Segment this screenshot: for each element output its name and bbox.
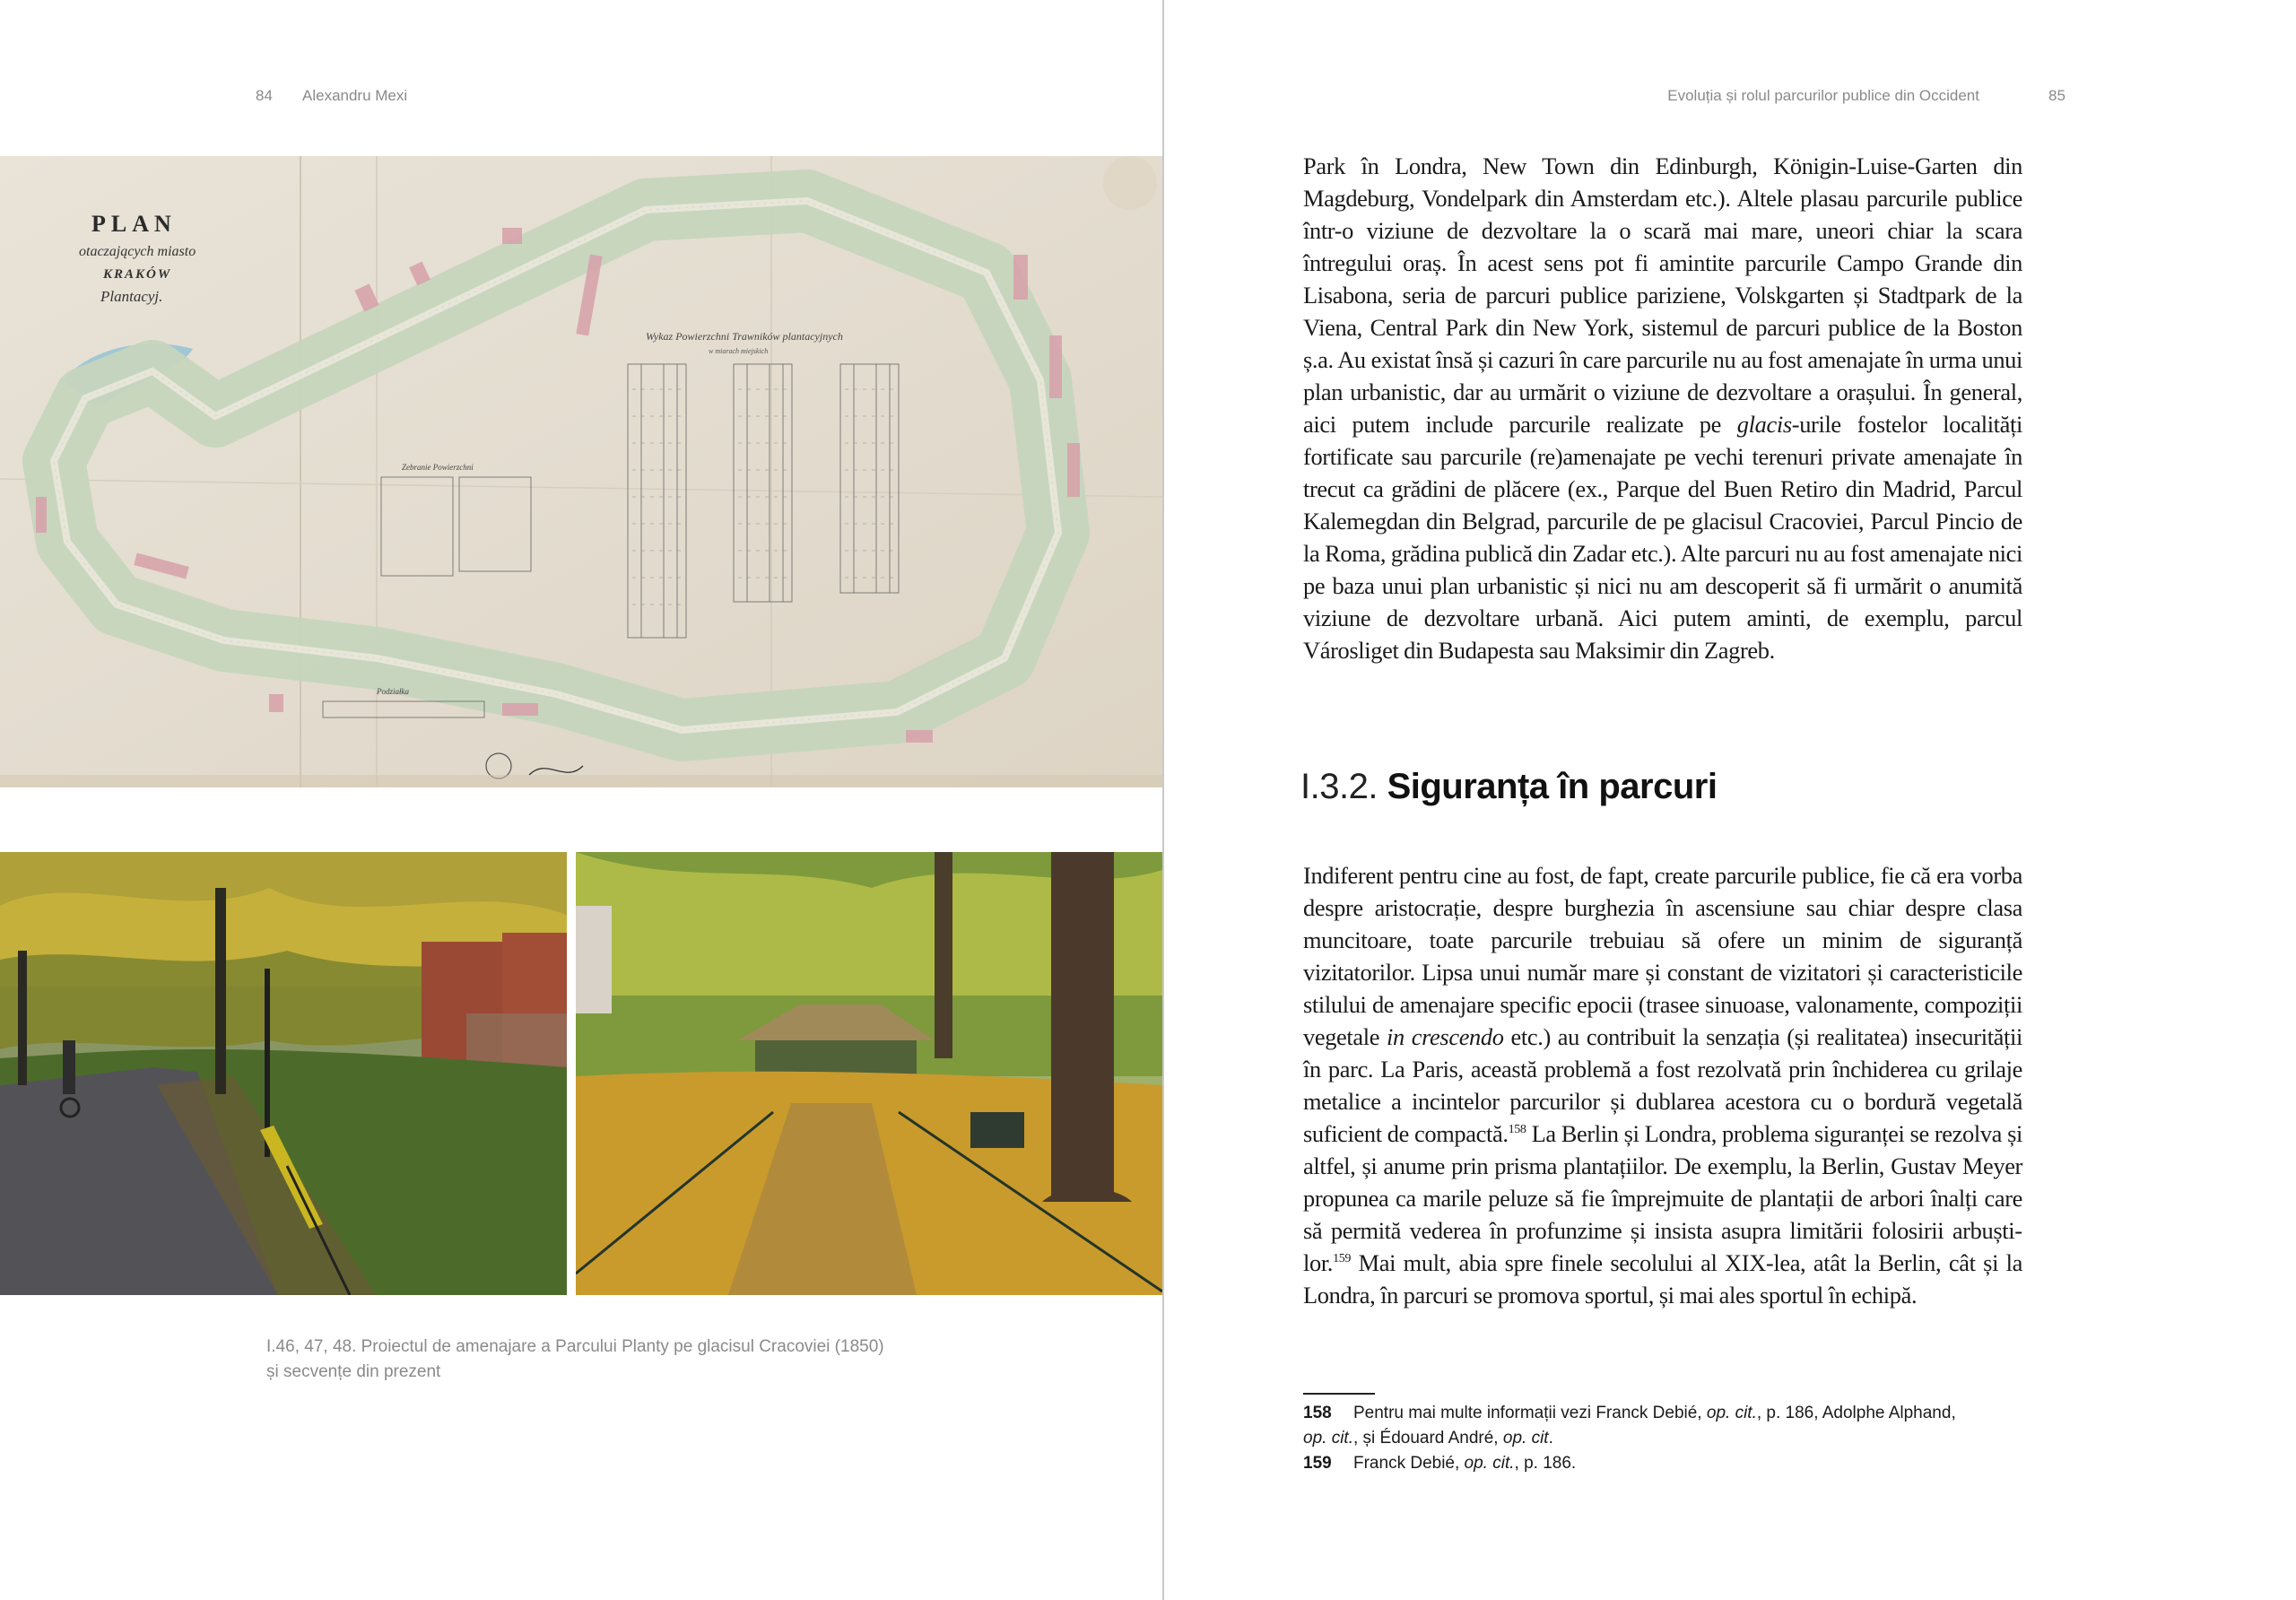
photo-park-alley-image: [0, 852, 567, 1295]
right-page-number: 85: [2048, 87, 2066, 104]
svg-text:Zebranie Powierzchni: Zebranie Powierzchni: [402, 463, 474, 472]
figure-caption: [266, 1335, 984, 1385]
svg-text:Podziałka: Podziałka: [377, 687, 409, 696]
photo-park-bandstand-image: [576, 852, 1162, 1295]
left-running-head: Alexandru Mexi: [302, 87, 408, 104]
map-title: PLAN: [91, 211, 177, 237]
right-running-head: Evoluția și rolul parcurilor publice din Occident: [1667, 87, 1979, 104]
footnote-reference-159[interactable]: 159: [1333, 1252, 1352, 1266]
section-number: I.3.2.: [1300, 767, 1378, 806]
body-paragraph-2: Indiferent pentru cine au fost, de fapt, create parcurile publice, fie că era vorba despre aristocrație, despre burghezia în ascensiune sau chiar despre clasa muncitoare, toate parcurile trebuiau să ofere un minim de siguranță vizitatorilor. Lipsa unui număr mare și constant de vizitatori și caracteristicile stilului de amenajare specific epocii (trasee sinuoase, valonamente, compoziții vegetale in crescendo etc.) au contribuit la senzația (și realitatea) insecurității în parc. La Paris, această problemă a fost rezolvată prin închiderea cu grilaje metalice a incintelor parcurilor și dublarea acestora cu o bordură vegetală suficient de compactă.$^{158}$ La Berlin și Londra, problema siguranței se rezolva și altfel, și anume prin prisma plantațiilor. De exemplu, la Berlin, Gustav Meyer propunea ca marile peluze să fie împrejmuite de plantații de arbori înalți care să permită vederea în profunzime și insista asupra limitării folosirii arbuștilor.$^{159}$ Mai mult, abia spre finele secolului al XIX-lea, atât la Berlin, cât și la Londra, în parcuri se promova sportul, și mai ales sportul în echipă.: [1303, 862, 2022, 1309]
historic-map-image: [0, 156, 1162, 787]
svg-text:Wykaz Powierzchni Trawników pl: Wykaz Powierzchni Trawników plantacyjnych: [646, 330, 843, 343]
figure-photo-planty-alley: [0, 852, 567, 1295]
left-page-number: 84: [256, 87, 273, 104]
footnote-reference-158[interactable]: 158: [1508, 1123, 1526, 1137]
caption-line-2: și secvențe din prezent: [266, 1362, 441, 1381]
section-title: Siguranța în parcuri: [1387, 767, 1718, 806]
footnote-separator: [1303, 1393, 1375, 1395]
svg-text:otaczających miasto: otaczających miasto: [79, 244, 196, 259]
footnote-158: 158 Pentru mai multe informații vezi Franck Debié, op. cit., p. 186, Adolphe Alphand, op. cit., și Édouard André, op. cit.: [1303, 1404, 1956, 1448]
figure-planty-plan-map: [0, 156, 1162, 787]
svg-text:w miarach miejskich: w miarach miejskich: [709, 347, 769, 355]
caption-line-1: I.46, 47, 48. Proiectul de amenajare a Parcului Planty pe glacisul Cracoviei (1850): [266, 1337, 884, 1356]
body-paragraph-1: Park în Londra, New Town din Edinburgh, Königin-Luise-Garten din Magdeburg, Vondelpark din Amsterdam etc.). Altele plasau parcurile publice într-o viziune de dezvoltare la o scară mai mare, uneori chiar la scara întregului oraș. În acest sens pot fi amintite parcurile Campo Grande din Lisabona, seria de parcuri publice pariziene, Volskgarten și Stadtpark de la Viena, Central Park din New York, sistemul de parcuri publice de la Boston ș.a. Au existat însă și cazuri în care parcurile nu au fost amenajate în urma unui plan urbanistic, dar au urmărit o viziune de dezvoltare a orașului. În general, aici putem include parcurile realizate pe glacis-urile fostelor localități fortificate sau parcurile (re)amenajate pe vechi terenuri private amenajate în trecut ca grădini de plăcere (ex., Parque del Buen Retiro din Madrid, Parcul Kalemegdan din Belgrad, parcurile de pe glacisul Cracoviei, Parcul Pincio de la Roma, grădina publică din Zadar etc.). Alte parcuri nu au fost amenajate nici pe baza unui plan urbanistic și nici nu am descoperit să fi urmărit o anumită viziune de dezvoltare urbană. Aici putem aminti, de exemplu, parcul Városliget din Budapesta sau Maksimir din Zagreb.: [1303, 152, 2022, 664]
book-spine-divider: [1162, 0, 1164, 1600]
section-heading: [1300, 767, 1717, 807]
footnote-159: 159 Franck Debié, op. cit., p. 186.: [1303, 1454, 1577, 1473]
svg-text:Plantacyj.: Plantacyj.: [100, 288, 163, 305]
figure-photo-planty-bandstand: [576, 852, 1162, 1295]
svg-text:KRAKÓW: KRAKÓW: [103, 267, 172, 282]
footnotes: [1303, 1401, 2022, 1476]
